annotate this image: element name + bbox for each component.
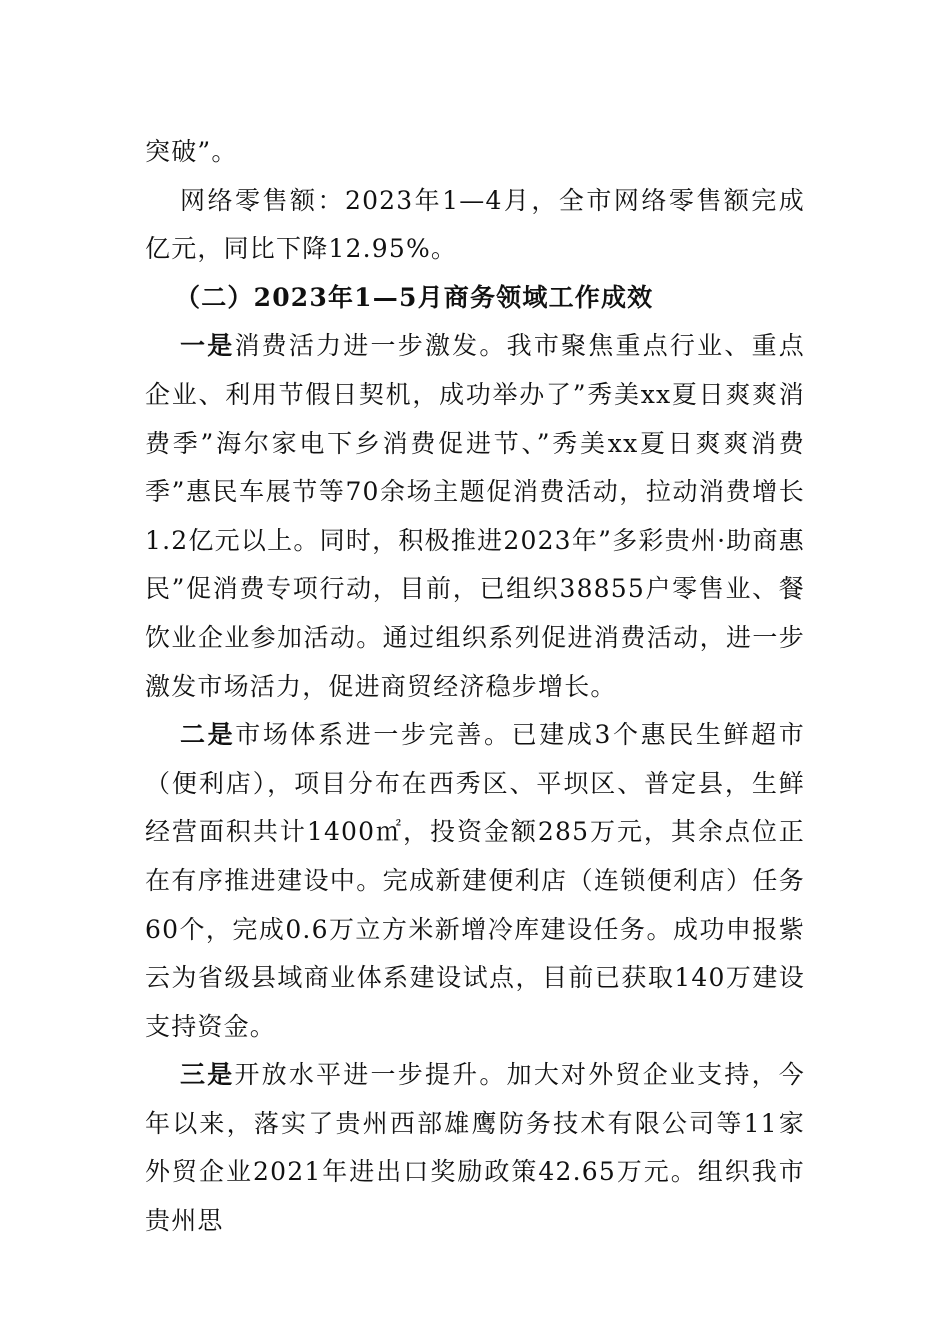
document-body	[145, 128, 805, 1246]
section-heading: （二）2023年1—5月商务领域工作成效	[175, 282, 654, 312]
paragraph-two-body: 市场体系进一步完善。已建成3个惠民生鲜超市（便利店），项目分布在西秀区、平坝区、普定县，生鲜经营面积共计1400㎡，投资金额285万元，其余点位正在有序推进建设中。完成新建便利店（连锁便利店）任务60个，完成0.6万立方米新增冷库建设任务。成功申报紫云为省级县域商业体系建设试点，目前已获取140万建设支持资金。	[145, 720, 805, 1041]
paragraph-two-lead: 二是	[180, 720, 236, 750]
paragraph-two	[145, 711, 805, 1051]
paragraph-one-lead: 一是	[180, 331, 235, 361]
paragraph-continuation: 突破”。	[145, 137, 238, 166]
paragraph-one-body: 消费活力进一步激发。我市聚焦重点行业、重点企业、利用节假日契机，成功举办了”秀美xx夏日爽爽消费季”海尔家电下乡消费促进节、”秀美xx夏日爽爽消费季”惠民车展节等70余场主题促消费活动，拉动消费增长1.2亿元以上。同时，积极推进2023年”多彩贵州·助商惠民”促消费专项行动，目前，已组织38855户零售业、餐饮业企业参加活动。通过组织系列促进消费活动，进一步激发市场活力，促进商贸经济稳步增长。	[145, 331, 805, 701]
paragraph-three	[145, 1051, 805, 1245]
paragraph-online-retail: 网络零售额：2023年1—4月，全市网络零售额完成亿元，同比下降12.95%。	[145, 185, 805, 264]
paragraph-three-body: 开放水平进一步提升。加大对外贸企业支持，今年以来，落实了贵州西部雄鹰防务技术有限公司等11家外贸企业2021年进出口奖励政策42.65万元。组织我市贵州思	[145, 1060, 805, 1236]
paragraph-three-lead: 三是	[180, 1060, 235, 1090]
paragraph-one	[145, 322, 805, 711]
